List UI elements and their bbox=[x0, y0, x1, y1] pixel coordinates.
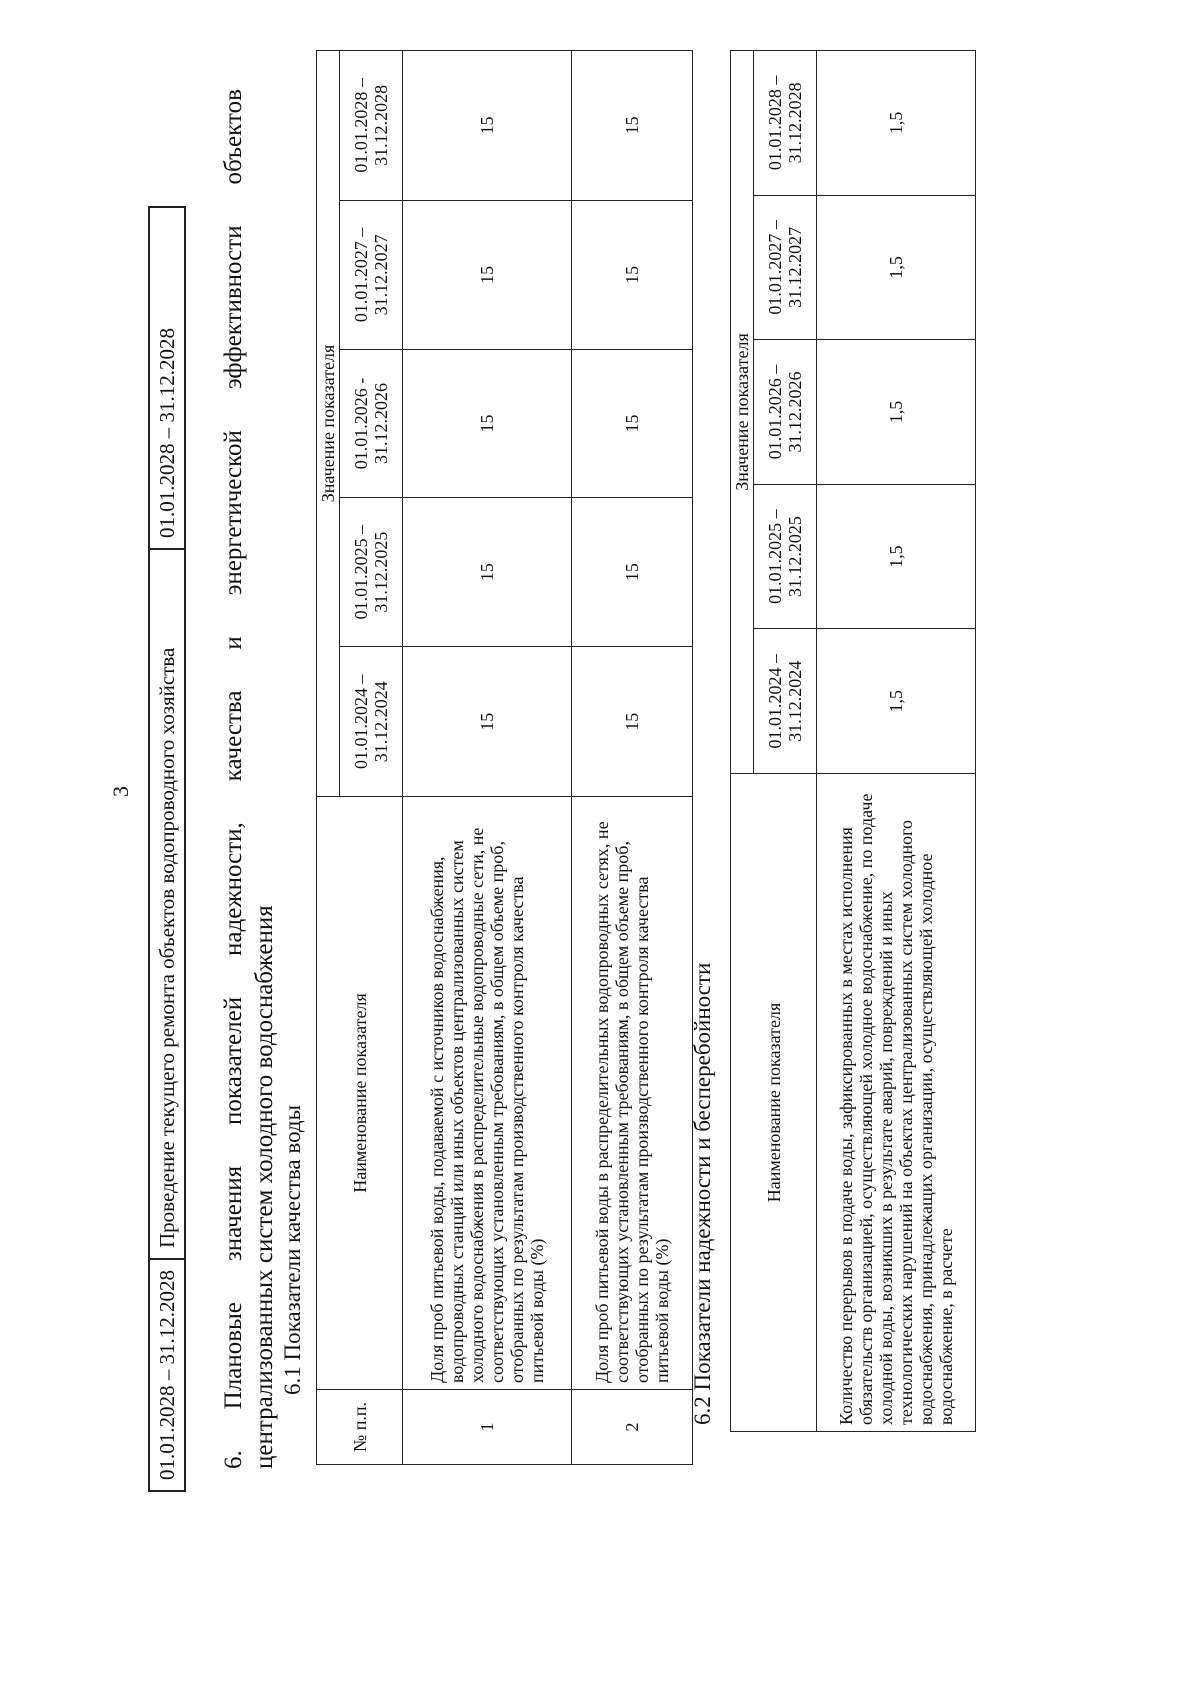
section-title bbox=[218, 69, 280, 1469]
period-header: 01.01.2028 – 31.12.2028 bbox=[340, 51, 403, 201]
reliability-table bbox=[730, 50, 976, 1432]
table-header-row bbox=[731, 51, 754, 1432]
value-cell: 15 bbox=[403, 200, 572, 350]
row-number: 2 bbox=[572, 1390, 693, 1465]
period-header: 01.01.2025 – 31.12.2025 bbox=[340, 497, 403, 647]
title-word: качества bbox=[220, 690, 247, 782]
column-group-header: Значение показателя bbox=[317, 51, 340, 797]
period-header: 01.01.2024 – 31.12.2024 bbox=[340, 647, 403, 797]
table-row bbox=[149, 207, 185, 1491]
table-row bbox=[572, 51, 693, 1465]
value-cell: 15 bbox=[403, 350, 572, 498]
title-word: показателей bbox=[220, 996, 247, 1125]
value-cell: 1,5 bbox=[817, 629, 976, 774]
row-number: 1 bbox=[403, 1390, 572, 1465]
title-word: надежности, bbox=[220, 822, 247, 956]
value-cell: 15 bbox=[403, 497, 572, 647]
table-row bbox=[817, 51, 976, 1432]
indicator-name: Доля проб питьевой воды, подаваемой с источников водоснабжения, водопроводных станций или иных объектов централизованных систем холодного водоснабжения в распределительные водопроводные сети, не соответствующих установленным требованиям, в общем объеме проб, отобранных по результатам производственного контроля качества питьевой воды (%) bbox=[403, 797, 572, 1390]
indicator-name: Доля проб питьевой воды в распределительных водопроводных сетях, не соответствующих установленным требованиям, в общем объеме проб, отобранных по результатам производственного контроля качества питьевой воды (%) bbox=[572, 797, 693, 1390]
title-word: и bbox=[220, 636, 247, 650]
period-cell: 01.01.2028 – 31.12.2028 bbox=[149, 207, 185, 549]
title-word: эффективности bbox=[220, 225, 247, 390]
table-header-row bbox=[317, 51, 340, 1465]
value-cell: 1,5 bbox=[817, 340, 976, 485]
title-word: объектов bbox=[220, 89, 247, 185]
page-number: 3 bbox=[108, 786, 133, 797]
indicator-name: Количество перерывов в подаче воды, зафиксированных в местах исполнения обязательств организацией, осуществляющей холодное водоснабжение, по подаче холодной воды, возникших в результате аварий, повреждений и иных технологических нарушений на объектах централизованных систем холодного водоснабжения, принадлежащих организации, осуществляющей холодное водоснабжение, в расчете bbox=[817, 774, 976, 1432]
value-cell: 1,5 bbox=[817, 484, 976, 629]
value-cell: 1,5 bbox=[817, 51, 976, 196]
activity-cell: Проведение текущего ремонта объектов водопроводного хозяйства bbox=[149, 549, 185, 1259]
title-word: Плановые bbox=[220, 1302, 247, 1410]
column-header-name: Наименование показателя bbox=[731, 774, 817, 1432]
quality-table bbox=[316, 50, 693, 1465]
value-cell: 1,5 bbox=[817, 195, 976, 340]
title-word: энергетической bbox=[220, 430, 247, 596]
column-header-name: Наименование показателя bbox=[317, 797, 403, 1390]
value-cell: 15 bbox=[572, 200, 693, 350]
period-cell: 01.01.2028 – 31.12.2028 bbox=[149, 1259, 185, 1491]
table-row bbox=[403, 51, 572, 1465]
value-cell: 15 bbox=[572, 51, 693, 201]
period-header: 01.01.2026 – 31.12.2026 bbox=[754, 340, 817, 485]
column-header-number: № п.п. bbox=[317, 1390, 403, 1465]
period-header: 01.01.2027 – 31.12.2027 bbox=[340, 200, 403, 350]
value-cell: 15 bbox=[572, 350, 693, 498]
subsection-title: 6.1 Показатели качества воды bbox=[280, 1104, 305, 1395]
value-cell: 15 bbox=[403, 647, 572, 797]
section-title-line-2: централизованных систем холодного водоснабжения bbox=[251, 905, 278, 1469]
value-cell: 15 bbox=[572, 497, 693, 647]
subsection-title: 6.2 Показатели надежности и бесперебойности bbox=[690, 962, 715, 1425]
title-word: значения bbox=[220, 1165, 247, 1262]
previous-table-row bbox=[148, 206, 186, 1492]
period-header: 01.01.2025 – 31.12.2025 bbox=[754, 484, 817, 629]
value-cell: 15 bbox=[403, 51, 572, 201]
period-header: 01.01.2027 – 31.12.2027 bbox=[754, 195, 817, 340]
period-header: 01.01.2028 – 31.12.2028 bbox=[754, 51, 817, 196]
period-header: 01.01.2026 - 31.12.2026 bbox=[340, 350, 403, 498]
section-title-line-1 bbox=[218, 89, 249, 1469]
value-cell: 15 bbox=[572, 647, 693, 797]
title-word: 6. bbox=[220, 1450, 247, 1469]
column-group-header: Значение показателя bbox=[731, 51, 754, 774]
period-header: 01.01.2024 – 31.12.2024 bbox=[754, 629, 817, 774]
